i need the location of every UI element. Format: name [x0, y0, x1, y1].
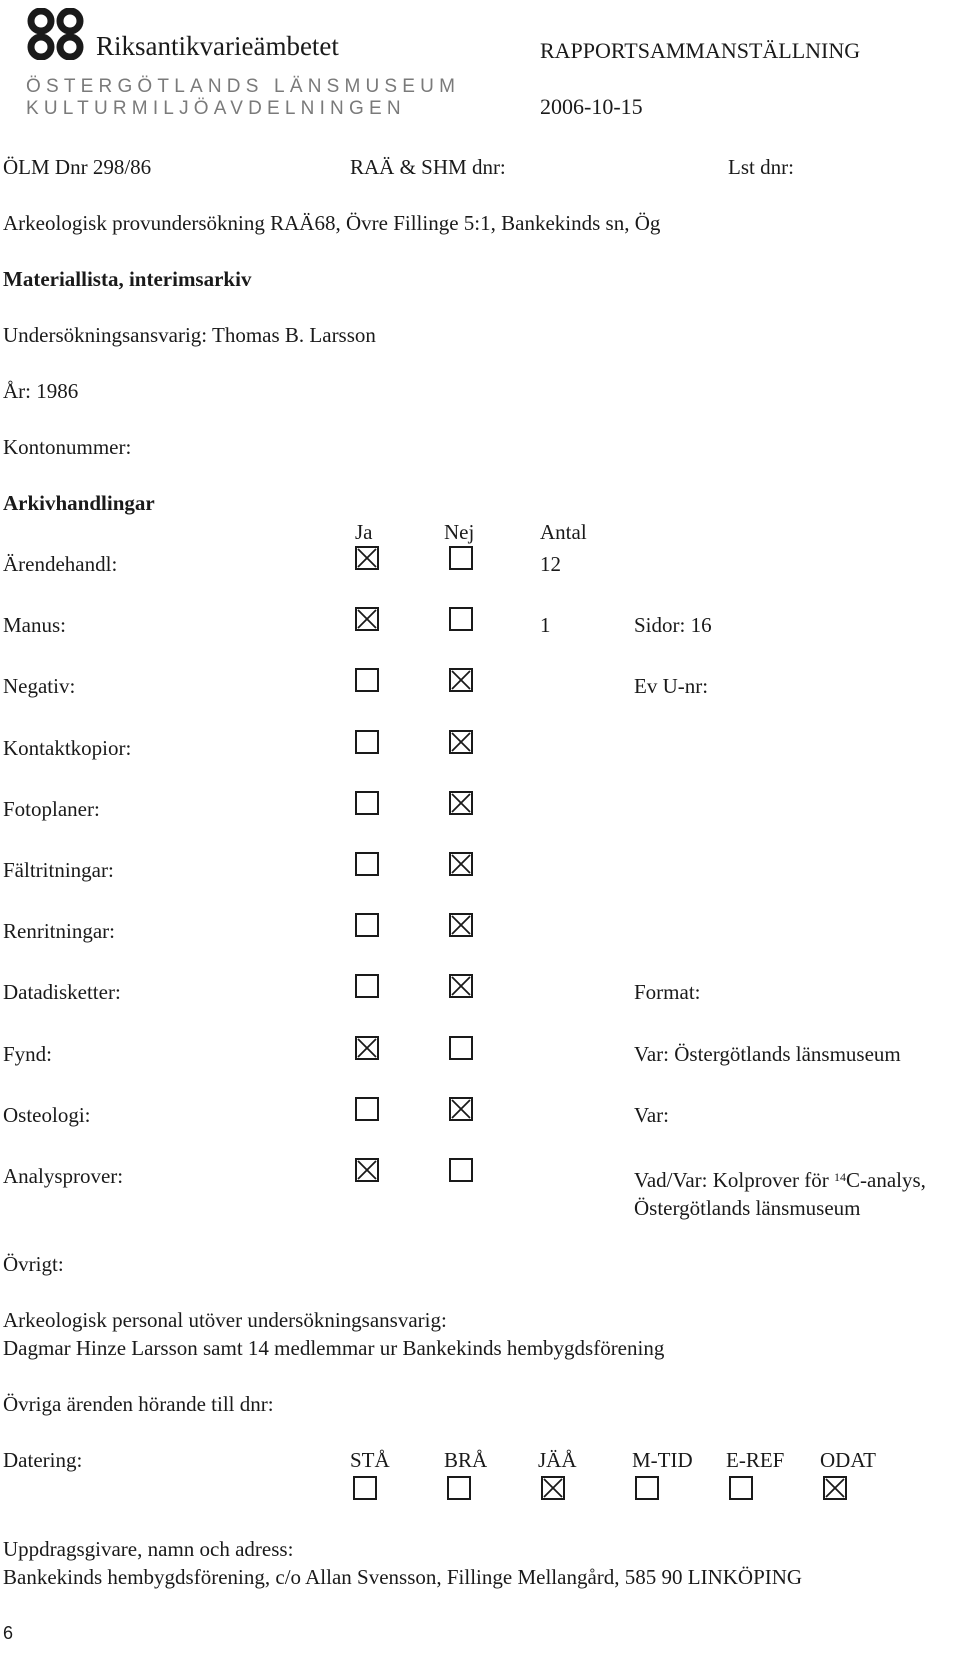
- museum-line1: ÖSTERGÖTLANDS LÄNSMUSEUM: [26, 76, 461, 97]
- raa-emblem-icon: [26, 8, 86, 60]
- col-header-count: Antal: [540, 520, 587, 544]
- client-label: Uppdragsgivare, namn och adress:: [3, 1537, 294, 1561]
- archive-row-note: Ev U-nr:: [634, 674, 709, 698]
- dating-checkbox[interactable]: [729, 1476, 753, 1500]
- checkbox-no[interactable]: [449, 546, 473, 570]
- lst-dnr: Lst dnr:: [728, 155, 794, 179]
- archive-row-label: Datadisketter:: [3, 980, 121, 1004]
- checkbox-no[interactable]: [449, 730, 473, 754]
- cross-mark-icon: [451, 976, 471, 996]
- archive-row-label: Analysprover:: [3, 1164, 124, 1188]
- col-header-yes: Ja: [355, 520, 373, 544]
- archive-row-label: Fotoplaner:: [3, 797, 100, 821]
- checkbox-yes[interactable]: [355, 852, 379, 876]
- archive-row-label: Negativ:: [3, 674, 76, 698]
- archive-row-label: Manus:: [3, 613, 66, 637]
- other-label: Övrigt:: [3, 1252, 64, 1276]
- dating-checkbox[interactable]: [541, 1476, 565, 1500]
- cross-mark-icon: [451, 854, 471, 874]
- checkbox-yes[interactable]: [355, 546, 379, 570]
- checkbox-no[interactable]: [449, 1036, 473, 1060]
- checkbox-yes[interactable]: [355, 1036, 379, 1060]
- dating-code: ODAT: [820, 1448, 876, 1472]
- analysis-note-line2: Östergötlands länsmuseum: [634, 1196, 861, 1220]
- archive-heading: Arkivhandlingar: [3, 491, 155, 515]
- client-value: Bankekinds hembygdsförening, c/o Allan Svensson, Fillinge Mellangård, 585 90 LINKÖPING: [3, 1565, 803, 1589]
- checkbox-no[interactable]: [449, 1097, 473, 1121]
- personnel-value: Dagmar Hinze Larsson samt 14 medlemmar ur Bankekinds hembygdsförening: [3, 1336, 665, 1360]
- cross-mark-icon: [451, 1099, 471, 1119]
- checkbox-no[interactable]: [449, 913, 473, 937]
- checkbox-yes[interactable]: [355, 1158, 379, 1182]
- archive-row-count: 1: [540, 613, 551, 637]
- checkbox-no[interactable]: [449, 607, 473, 631]
- dating-label: Datering:: [3, 1448, 83, 1472]
- org-name: Riksantikvarieämbetet: [96, 31, 339, 61]
- archive-row-label: Ärendehandl:: [3, 552, 118, 576]
- dating-checkbox[interactable]: [447, 1476, 471, 1500]
- section-title: Materiallista, interimsarkiv: [3, 267, 252, 291]
- cross-mark-icon: [451, 915, 471, 935]
- archive-row-label: Osteologi:: [3, 1103, 91, 1127]
- checkbox-no[interactable]: [449, 852, 473, 876]
- archive-row-label: Renritningar:: [3, 919, 115, 943]
- dating-checkbox[interactable]: [353, 1476, 377, 1500]
- checkbox-no[interactable]: [449, 974, 473, 998]
- report-date: 2006-10-15: [540, 94, 643, 119]
- col-header-no: Nej: [444, 520, 475, 544]
- page-number: 6: [3, 1623, 14, 1643]
- report-title: RAPPORTSAMMANSTÄLLNING: [540, 38, 861, 63]
- dating-code: BRÅ: [444, 1448, 488, 1472]
- responsible: Undersökningsansvarig: Thomas B. Larsson: [3, 323, 376, 347]
- dating-code: M-TID: [632, 1448, 693, 1472]
- cross-mark-icon: [451, 670, 471, 690]
- cross-mark-icon: [357, 1038, 377, 1058]
- archive-row-note: Var:: [634, 1103, 669, 1127]
- archive-row-note: Sidor: 16: [634, 613, 712, 637]
- checkbox-yes[interactable]: [355, 607, 379, 631]
- checkbox-yes[interactable]: [355, 791, 379, 815]
- project-title: Arkeologisk provundersökning RAÄ68, Övre Fillinge 5:1, Bankekinds sn, Ög: [3, 211, 661, 235]
- checkbox-yes[interactable]: [355, 974, 379, 998]
- checkbox-no[interactable]: [449, 1158, 473, 1182]
- checkbox-yes[interactable]: [355, 730, 379, 754]
- archive-row-label: Fältritningar:: [3, 858, 114, 882]
- museum-line2: KULTURMILJÖAVDELNINGEN: [26, 98, 406, 119]
- cross-mark-icon: [357, 609, 377, 629]
- cross-mark-icon: [451, 793, 471, 813]
- checkbox-yes[interactable]: [355, 668, 379, 692]
- checkbox-no[interactable]: [449, 791, 473, 815]
- personnel-label: Arkeologisk personal utöver undersökningsansvarig:: [3, 1308, 447, 1332]
- cross-mark-icon: [825, 1478, 845, 1498]
- cross-mark-icon: [357, 1160, 377, 1180]
- archive-row-label: Kontaktkopior:: [3, 736, 132, 760]
- olm-dnr: ÖLM Dnr 298/86: [3, 155, 152, 179]
- archive-row-note: Format:: [634, 980, 701, 1004]
- year: År: 1986: [3, 379, 79, 403]
- checkbox-yes[interactable]: [355, 1097, 379, 1121]
- checkbox-yes[interactable]: [355, 913, 379, 937]
- analysis-note-prefix: Vad/Var: Kolprover för: [634, 1168, 835, 1192]
- analysis-note: [634, 1168, 926, 1192]
- cross-mark-icon: [357, 548, 377, 568]
- dating-checkbox[interactable]: [823, 1476, 847, 1500]
- dating-code: STÅ: [350, 1448, 390, 1472]
- analysis-note-sup: 14: [834, 1170, 847, 1184]
- other-cases: Övriga ärenden hörande till dnr:: [3, 1392, 274, 1416]
- archive-row-count: 12: [540, 552, 561, 576]
- dating-code: E-REF: [726, 1448, 785, 1472]
- dating-code: JÄÅ: [538, 1448, 577, 1472]
- cross-mark-icon: [543, 1478, 563, 1498]
- account-number: Kontonummer:: [3, 435, 132, 459]
- archive-row-label: Fynd:: [3, 1042, 53, 1066]
- raa-logo: [26, 8, 86, 60]
- raa-shm-dnr: RAÄ & SHM dnr:: [350, 155, 506, 179]
- archive-row-note: Var: Östergötlands länsmuseum: [634, 1042, 901, 1066]
- cross-mark-icon: [451, 732, 471, 752]
- analysis-note-suffix: C-analys,: [846, 1168, 926, 1192]
- checkbox-no[interactable]: [449, 668, 473, 692]
- dating-checkbox[interactable]: [635, 1476, 659, 1500]
